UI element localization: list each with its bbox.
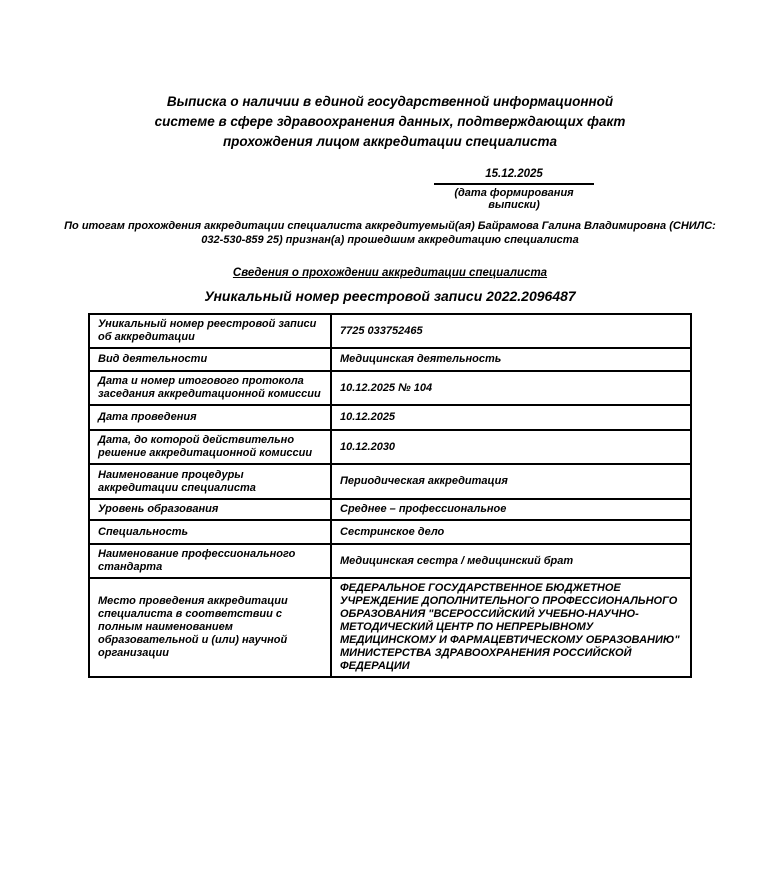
row-label: Наименование процедуры аккредитации специалиста [89,464,331,499]
table-row [89,578,691,677]
row-label: Наименование профессионального стандарта [89,544,331,578]
row-label: Уровень образования [89,499,331,520]
row-label: Дата и номер итогового протокола заседания аккредитационной комиссии [89,371,331,405]
table-row [89,430,691,464]
row-label: Место проведения аккредитации специалиста в соответствии с полным наименованием образовательной и (или) научной организации [89,578,331,677]
document-title [0,92,780,152]
row-value: ФЕДЕРАЛЬНОЕ ГОСУДАРСТВЕННОЕ БЮДЖЕТНОЕ УЧРЕЖДЕНИЕ ДОПОЛНИТЕЛЬНОГО ПРОФЕССИОНАЛЬНОГО ОБРАЗОВАНИЯ "ВСЕРОССИЙСКИЙ УЧЕБНО-НАУЧНО-МЕТОДИЧЕСКИЙ ЦЕНТР ПО НЕПРЕРЫВНОМУ МЕДИЦИНСКОМУ И ФАРМАЦЕВТИЧЕСКОМУ ОБРАЗОВАНИЮ" МИНИСТЕРСТВА ЗДРАВООХРАНЕНИЯ РОССИЙСКОЙ ФЕДЕРАЦИИ [331,578,691,677]
registry-heading: Уникальный номер реестровой записи 2022.2096487 [204,288,576,304]
section-heading: Сведения о прохождении аккредитации специалиста [232,267,548,279]
table-row [89,544,691,578]
row-value: Сестринское дело [331,520,691,544]
row-value: Периодическая аккредитация [331,464,691,499]
table-row [89,405,691,430]
issue-date: 15.12.2025 [434,168,594,185]
table-row [89,464,691,499]
row-value: 7725 033752465 [331,314,691,348]
table-row [89,371,691,405]
title-line-1: Выписка о наличии в единой государственной информационной [166,94,614,109]
row-label: Вид деятельности [89,348,331,371]
issue-date-caption: (дата формирования выписки) [454,187,574,211]
table-row [89,314,691,348]
intro-paragraph: По итогам прохождения аккредитации специалиста аккредитуемый(ая) Байрамова Галина Владимировна (СНИЛС: 032-530-859 25) признан(а) прошедшим аккредитацию специалиста [64,220,716,246]
row-label: Уникальный номер реестровой записи об аккредитации [89,314,331,348]
issue-date-block [434,168,594,211]
row-value: Медицинская деятельность [331,348,691,371]
title-line-2: системе в сфере здравоохранения данных, подтверждающих факт [154,114,626,129]
row-label: Дата проведения [89,405,331,430]
table-row [89,348,691,371]
title-line-3: прохождения лицом аккредитации специалиста [222,134,558,149]
row-value: Среднее – профессиональное [331,499,691,520]
row-label: Специальность [89,520,331,544]
row-value: 10.12.2025 № 104 [331,371,691,405]
table-row [89,520,691,544]
row-value: 10.12.2025 [331,405,691,430]
accreditation-table [88,313,692,678]
row-value: 10.12.2030 [331,430,691,464]
row-value: Медицинская сестра / медицинский брат [331,544,691,578]
row-label: Дата, до которой действительно решение аккредитационной комиссии [89,430,331,464]
table-row [89,499,691,520]
